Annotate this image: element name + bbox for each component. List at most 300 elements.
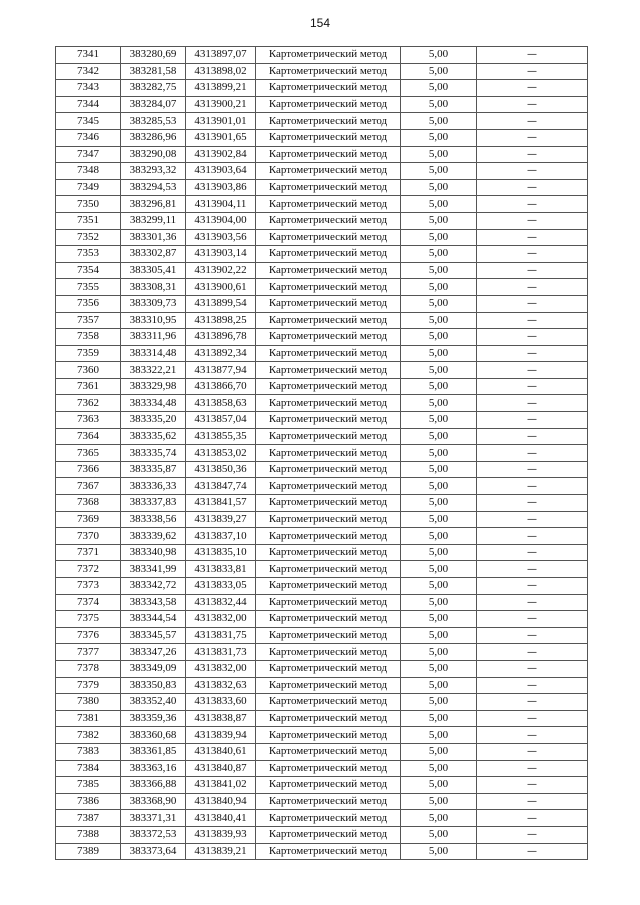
- table-row: [56, 80, 588, 97]
- table-row: [56, 312, 588, 329]
- method-cell: Картометрический метод: [256, 229, 401, 246]
- y-coordinate-cell: 4313855,35: [186, 428, 256, 445]
- description-cell: —: [477, 578, 588, 595]
- table-row: [56, 362, 588, 379]
- y-coordinate-cell: 4313903,56: [186, 229, 256, 246]
- description-cell: —: [477, 461, 588, 478]
- method-cell: Картометрический метод: [256, 511, 401, 528]
- description-cell: —: [477, 295, 588, 312]
- y-coordinate-cell: 4313898,25: [186, 312, 256, 329]
- accuracy-cell: 5,00: [401, 594, 477, 611]
- table-row: [56, 561, 588, 578]
- description-cell: —: [477, 80, 588, 97]
- point-number-cell: 7365: [56, 445, 121, 462]
- description-cell: —: [477, 428, 588, 445]
- table-row: [56, 196, 588, 213]
- table-row: [56, 793, 588, 810]
- point-number-cell: 7359: [56, 345, 121, 362]
- description-cell: —: [477, 511, 588, 528]
- table-row: [56, 627, 588, 644]
- description-cell: —: [477, 246, 588, 263]
- x-coordinate-cell: 383302,87: [121, 246, 186, 263]
- point-number-cell: 7389: [56, 843, 121, 860]
- accuracy-cell: 5,00: [401, 412, 477, 429]
- accuracy-cell: 5,00: [401, 777, 477, 794]
- table-row: [56, 229, 588, 246]
- point-number-cell: 7360: [56, 362, 121, 379]
- accuracy-cell: 5,00: [401, 544, 477, 561]
- table-row: [56, 677, 588, 694]
- point-number-cell: 7386: [56, 793, 121, 810]
- x-coordinate-cell: 383359,36: [121, 710, 186, 727]
- method-cell: Картометрический метод: [256, 129, 401, 146]
- table-row: [56, 412, 588, 429]
- description-cell: —: [477, 129, 588, 146]
- accuracy-cell: 5,00: [401, 660, 477, 677]
- x-coordinate-cell: 383293,32: [121, 163, 186, 180]
- point-number-cell: 7351: [56, 212, 121, 229]
- accuracy-cell: 5,00: [401, 743, 477, 760]
- x-coordinate-cell: 383311,96: [121, 329, 186, 346]
- method-cell: Картометрический метод: [256, 793, 401, 810]
- accuracy-cell: 5,00: [401, 345, 477, 362]
- accuracy-cell: 5,00: [401, 710, 477, 727]
- method-cell: Картометрический метод: [256, 594, 401, 611]
- y-coordinate-cell: 4313832,00: [186, 660, 256, 677]
- x-coordinate-cell: 383296,81: [121, 196, 186, 213]
- x-coordinate-cell: 383335,20: [121, 412, 186, 429]
- table-row: [56, 710, 588, 727]
- point-number-cell: 7371: [56, 544, 121, 561]
- description-cell: —: [477, 644, 588, 661]
- y-coordinate-cell: 4313896,78: [186, 329, 256, 346]
- y-coordinate-cell: 4313838,87: [186, 710, 256, 727]
- accuracy-cell: 5,00: [401, 179, 477, 196]
- x-coordinate-cell: 383314,48: [121, 345, 186, 362]
- method-cell: Картометрический метод: [256, 660, 401, 677]
- description-cell: —: [477, 412, 588, 429]
- method-cell: Картометрический метод: [256, 727, 401, 744]
- method-cell: Картометрический метод: [256, 179, 401, 196]
- method-cell: Картометрический метод: [256, 329, 401, 346]
- table-row: [56, 295, 588, 312]
- point-number-cell: 7372: [56, 561, 121, 578]
- accuracy-cell: 5,00: [401, 578, 477, 595]
- x-coordinate-cell: 383372,53: [121, 826, 186, 843]
- y-coordinate-cell: 4313840,61: [186, 743, 256, 760]
- table-row: [56, 378, 588, 395]
- x-coordinate-cell: 383290,08: [121, 146, 186, 163]
- method-cell: Картометрический метод: [256, 113, 401, 130]
- y-coordinate-cell: 4313903,86: [186, 179, 256, 196]
- description-cell: —: [477, 47, 588, 64]
- accuracy-cell: 5,00: [401, 96, 477, 113]
- accuracy-cell: 5,00: [401, 146, 477, 163]
- x-coordinate-cell: 383329,98: [121, 378, 186, 395]
- accuracy-cell: 5,00: [401, 312, 477, 329]
- x-coordinate-cell: 383368,90: [121, 793, 186, 810]
- page-number: 154: [309, 16, 331, 30]
- method-cell: Картометрический метод: [256, 544, 401, 561]
- y-coordinate-cell: 4313902,22: [186, 262, 256, 279]
- x-coordinate-cell: 383350,83: [121, 677, 186, 694]
- accuracy-cell: 5,00: [401, 246, 477, 263]
- point-number-cell: 7381: [56, 710, 121, 727]
- accuracy-cell: 5,00: [401, 378, 477, 395]
- accuracy-cell: 5,00: [401, 295, 477, 312]
- y-coordinate-cell: 4313840,94: [186, 793, 256, 810]
- method-cell: Картометрический метод: [256, 47, 401, 64]
- description-cell: —: [477, 312, 588, 329]
- x-coordinate-cell: 383281,58: [121, 63, 186, 80]
- coordinates-table: [55, 46, 588, 860]
- table-body: [56, 47, 588, 860]
- y-coordinate-cell: 4313899,21: [186, 80, 256, 97]
- method-cell: Картометрический метод: [256, 146, 401, 163]
- y-coordinate-cell: 4313850,36: [186, 461, 256, 478]
- method-cell: Картометрический метод: [256, 644, 401, 661]
- y-coordinate-cell: 4313900,61: [186, 279, 256, 296]
- point-number-cell: 7357: [56, 312, 121, 329]
- y-coordinate-cell: 4313841,02: [186, 777, 256, 794]
- accuracy-cell: 5,00: [401, 329, 477, 346]
- point-number-cell: 7358: [56, 329, 121, 346]
- description-cell: —: [477, 329, 588, 346]
- description-cell: —: [477, 495, 588, 512]
- y-coordinate-cell: 4313901,01: [186, 113, 256, 130]
- point-number-cell: 7367: [56, 478, 121, 495]
- table-row: [56, 760, 588, 777]
- x-coordinate-cell: 383347,26: [121, 644, 186, 661]
- y-coordinate-cell: 4313839,93: [186, 826, 256, 843]
- method-cell: Картометрический метод: [256, 362, 401, 379]
- method-cell: Картометрический метод: [256, 694, 401, 711]
- y-coordinate-cell: 4313858,63: [186, 395, 256, 412]
- table-row: [56, 113, 588, 130]
- method-cell: Картометрический метод: [256, 677, 401, 694]
- x-coordinate-cell: 383366,88: [121, 777, 186, 794]
- x-coordinate-cell: 383301,36: [121, 229, 186, 246]
- x-coordinate-cell: 383335,87: [121, 461, 186, 478]
- point-number-cell: 7385: [56, 777, 121, 794]
- method-cell: Картометрический метод: [256, 445, 401, 462]
- point-number-cell: 7348: [56, 163, 121, 180]
- method-cell: Картометрический метод: [256, 395, 401, 412]
- description-cell: —: [477, 212, 588, 229]
- table-row: [56, 246, 588, 263]
- y-coordinate-cell: 4313877,94: [186, 362, 256, 379]
- x-coordinate-cell: 383363,16: [121, 760, 186, 777]
- method-cell: Картометрический метод: [256, 412, 401, 429]
- y-coordinate-cell: 4313839,27: [186, 511, 256, 528]
- description-cell: —: [477, 677, 588, 694]
- method-cell: Картометрический метод: [256, 80, 401, 97]
- table-row: [56, 777, 588, 794]
- table-row: [56, 461, 588, 478]
- point-number-cell: 7362: [56, 395, 121, 412]
- accuracy-cell: 5,00: [401, 163, 477, 180]
- y-coordinate-cell: 4313904,11: [186, 196, 256, 213]
- point-number-cell: 7356: [56, 295, 121, 312]
- table-row: [56, 528, 588, 545]
- x-coordinate-cell: 383282,75: [121, 80, 186, 97]
- x-coordinate-cell: 383352,40: [121, 694, 186, 711]
- accuracy-cell: 5,00: [401, 644, 477, 661]
- method-cell: Картометрический метод: [256, 495, 401, 512]
- x-coordinate-cell: 383334,48: [121, 395, 186, 412]
- x-coordinate-cell: 383308,31: [121, 279, 186, 296]
- description-cell: —: [477, 113, 588, 130]
- method-cell: Картометрический метод: [256, 295, 401, 312]
- method-cell: Картометрический метод: [256, 826, 401, 843]
- description-cell: —: [477, 843, 588, 860]
- description-cell: —: [477, 793, 588, 810]
- method-cell: Картометрический метод: [256, 96, 401, 113]
- table-row: [56, 47, 588, 64]
- table-row: [56, 428, 588, 445]
- point-number-cell: 7355: [56, 279, 121, 296]
- y-coordinate-cell: 4313853,02: [186, 445, 256, 462]
- table-row: [56, 262, 588, 279]
- method-cell: Картометрический метод: [256, 312, 401, 329]
- method-cell: Картометрический метод: [256, 760, 401, 777]
- table-row: [56, 63, 588, 80]
- method-cell: Картометрический метод: [256, 378, 401, 395]
- table-row: [56, 511, 588, 528]
- description-cell: —: [477, 146, 588, 163]
- point-number-cell: 7353: [56, 246, 121, 263]
- method-cell: Картометрический метод: [256, 777, 401, 794]
- x-coordinate-cell: 383285,53: [121, 113, 186, 130]
- method-cell: Картометрический метод: [256, 196, 401, 213]
- method-cell: Картометрический метод: [256, 428, 401, 445]
- description-cell: —: [477, 229, 588, 246]
- accuracy-cell: 5,00: [401, 843, 477, 860]
- description-cell: —: [477, 96, 588, 113]
- accuracy-cell: 5,00: [401, 428, 477, 445]
- description-cell: —: [477, 378, 588, 395]
- table-row: [56, 727, 588, 744]
- accuracy-cell: 5,00: [401, 461, 477, 478]
- method-cell: Картометрический метод: [256, 611, 401, 628]
- x-coordinate-cell: 383339,62: [121, 528, 186, 545]
- point-number-cell: 7341: [56, 47, 121, 64]
- x-coordinate-cell: 383349,09: [121, 660, 186, 677]
- method-cell: Картометрический метод: [256, 528, 401, 545]
- method-cell: Картометрический метод: [256, 461, 401, 478]
- description-cell: —: [477, 660, 588, 677]
- y-coordinate-cell: 4313839,94: [186, 727, 256, 744]
- accuracy-cell: 5,00: [401, 677, 477, 694]
- y-coordinate-cell: 4313841,57: [186, 495, 256, 512]
- point-number-cell: 7352: [56, 229, 121, 246]
- description-cell: —: [477, 262, 588, 279]
- accuracy-cell: 5,00: [401, 826, 477, 843]
- accuracy-cell: 5,00: [401, 611, 477, 628]
- description-cell: —: [477, 395, 588, 412]
- y-coordinate-cell: 4313857,04: [186, 412, 256, 429]
- table-row: [56, 495, 588, 512]
- x-coordinate-cell: 383360,68: [121, 727, 186, 744]
- accuracy-cell: 5,00: [401, 129, 477, 146]
- method-cell: Картометрический метод: [256, 810, 401, 827]
- description-cell: —: [477, 611, 588, 628]
- method-cell: Картометрический метод: [256, 212, 401, 229]
- x-coordinate-cell: 383343,58: [121, 594, 186, 611]
- accuracy-cell: 5,00: [401, 810, 477, 827]
- description-cell: —: [477, 760, 588, 777]
- description-cell: —: [477, 710, 588, 727]
- point-number-cell: 7387: [56, 810, 121, 827]
- table-row: [56, 578, 588, 595]
- y-coordinate-cell: 4313866,70: [186, 378, 256, 395]
- point-number-cell: 7366: [56, 461, 121, 478]
- description-cell: —: [477, 362, 588, 379]
- description-cell: —: [477, 528, 588, 545]
- description-cell: —: [477, 544, 588, 561]
- table-row: [56, 478, 588, 495]
- point-number-cell: 7364: [56, 428, 121, 445]
- y-coordinate-cell: 4313837,10: [186, 528, 256, 545]
- y-coordinate-cell: 4313840,87: [186, 760, 256, 777]
- table-row: [56, 179, 588, 196]
- y-coordinate-cell: 4313900,21: [186, 96, 256, 113]
- point-number-cell: 7383: [56, 743, 121, 760]
- method-cell: Картометрический метод: [256, 578, 401, 595]
- method-cell: Картометрический метод: [256, 710, 401, 727]
- point-number-cell: 7344: [56, 96, 121, 113]
- x-coordinate-cell: 383338,56: [121, 511, 186, 528]
- description-cell: —: [477, 777, 588, 794]
- point-number-cell: 7342: [56, 63, 121, 80]
- y-coordinate-cell: 4313840,41: [186, 810, 256, 827]
- point-number-cell: 7379: [56, 677, 121, 694]
- point-number-cell: 7378: [56, 660, 121, 677]
- accuracy-cell: 5,00: [401, 63, 477, 80]
- y-coordinate-cell: 4313832,00: [186, 611, 256, 628]
- table-row: [56, 826, 588, 843]
- y-coordinate-cell: 4313835,10: [186, 544, 256, 561]
- method-cell: Картометрический метод: [256, 627, 401, 644]
- point-number-cell: 7350: [56, 196, 121, 213]
- table-row: [56, 694, 588, 711]
- x-coordinate-cell: 383342,72: [121, 578, 186, 595]
- x-coordinate-cell: 383373,64: [121, 843, 186, 860]
- accuracy-cell: 5,00: [401, 511, 477, 528]
- accuracy-cell: 5,00: [401, 478, 477, 495]
- accuracy-cell: 5,00: [401, 212, 477, 229]
- x-coordinate-cell: 383305,41: [121, 262, 186, 279]
- accuracy-cell: 5,00: [401, 561, 477, 578]
- x-coordinate-cell: 383280,69: [121, 47, 186, 64]
- description-cell: —: [477, 179, 588, 196]
- description-cell: —: [477, 279, 588, 296]
- description-cell: —: [477, 694, 588, 711]
- description-cell: —: [477, 594, 588, 611]
- x-coordinate-cell: 383335,74: [121, 445, 186, 462]
- accuracy-cell: 5,00: [401, 760, 477, 777]
- description-cell: —: [477, 196, 588, 213]
- x-coordinate-cell: 383345,57: [121, 627, 186, 644]
- table-row: [56, 345, 588, 362]
- x-coordinate-cell: 383344,54: [121, 611, 186, 628]
- table-row: [56, 146, 588, 163]
- method-cell: Картометрический метод: [256, 561, 401, 578]
- y-coordinate-cell: 4313831,73: [186, 644, 256, 661]
- method-cell: Картометрический метод: [256, 478, 401, 495]
- accuracy-cell: 5,00: [401, 229, 477, 246]
- point-number-cell: 7345: [56, 113, 121, 130]
- point-number-cell: 7375: [56, 611, 121, 628]
- y-coordinate-cell: 4313839,21: [186, 843, 256, 860]
- table-row: [56, 660, 588, 677]
- point-number-cell: 7349: [56, 179, 121, 196]
- accuracy-cell: 5,00: [401, 80, 477, 97]
- description-cell: —: [477, 345, 588, 362]
- table-row: [56, 544, 588, 561]
- table-row: [56, 279, 588, 296]
- x-coordinate-cell: 383299,11: [121, 212, 186, 229]
- table-row: [56, 445, 588, 462]
- table-row: [56, 329, 588, 346]
- accuracy-cell: 5,00: [401, 727, 477, 744]
- y-coordinate-cell: 4313904,00: [186, 212, 256, 229]
- x-coordinate-cell: 383361,85: [121, 743, 186, 760]
- description-cell: —: [477, 826, 588, 843]
- y-coordinate-cell: 4313903,64: [186, 163, 256, 180]
- method-cell: Картометрический метод: [256, 262, 401, 279]
- accuracy-cell: 5,00: [401, 528, 477, 545]
- method-cell: Картометрический метод: [256, 163, 401, 180]
- y-coordinate-cell: 4313902,84: [186, 146, 256, 163]
- y-coordinate-cell: 4313832,63: [186, 677, 256, 694]
- accuracy-cell: 5,00: [401, 445, 477, 462]
- x-coordinate-cell: 383294,53: [121, 179, 186, 196]
- point-number-cell: 7361: [56, 378, 121, 395]
- accuracy-cell: 5,00: [401, 793, 477, 810]
- x-coordinate-cell: 383286,96: [121, 129, 186, 146]
- table-row: [56, 743, 588, 760]
- table-row: [56, 395, 588, 412]
- accuracy-cell: 5,00: [401, 262, 477, 279]
- accuracy-cell: 5,00: [401, 495, 477, 512]
- method-cell: Картометрический метод: [256, 743, 401, 760]
- point-number-cell: 7377: [56, 644, 121, 661]
- accuracy-cell: 5,00: [401, 627, 477, 644]
- point-number-cell: 7382: [56, 727, 121, 744]
- point-number-cell: 7380: [56, 694, 121, 711]
- point-number-cell: 7384: [56, 760, 121, 777]
- description-cell: —: [477, 810, 588, 827]
- description-cell: —: [477, 445, 588, 462]
- method-cell: Картометрический метод: [256, 63, 401, 80]
- table-row: [56, 644, 588, 661]
- description-cell: —: [477, 561, 588, 578]
- x-coordinate-cell: 383337,83: [121, 495, 186, 512]
- point-number-cell: 7376: [56, 627, 121, 644]
- y-coordinate-cell: 4313901,65: [186, 129, 256, 146]
- accuracy-cell: 5,00: [401, 196, 477, 213]
- table-row: [56, 810, 588, 827]
- x-coordinate-cell: 383336,33: [121, 478, 186, 495]
- description-cell: —: [477, 478, 588, 495]
- x-coordinate-cell: 383340,98: [121, 544, 186, 561]
- table-row: [56, 129, 588, 146]
- point-number-cell: 7388: [56, 826, 121, 843]
- accuracy-cell: 5,00: [401, 395, 477, 412]
- method-cell: Картометрический метод: [256, 246, 401, 263]
- x-coordinate-cell: 383284,07: [121, 96, 186, 113]
